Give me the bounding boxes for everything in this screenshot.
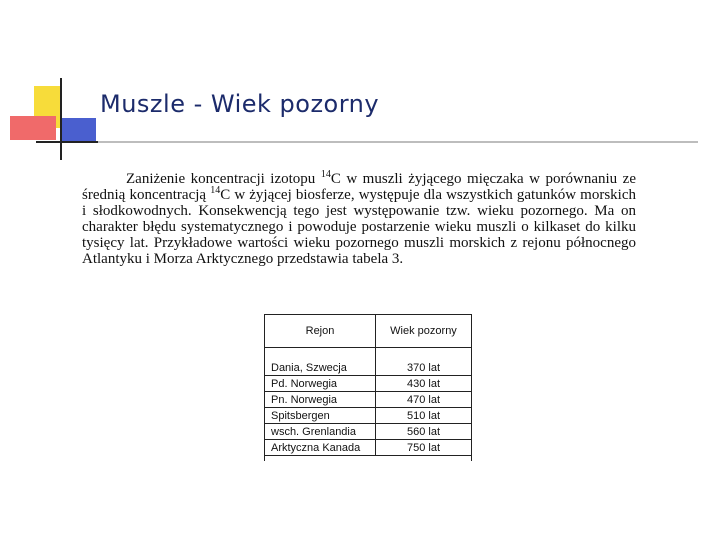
table-row xyxy=(265,408,471,424)
table-header-row xyxy=(265,315,471,348)
table-row xyxy=(265,360,471,376)
body-paragraph xyxy=(82,171,636,267)
cell-age: 470 lat xyxy=(376,392,472,408)
cell-region: Dania, Szwecja xyxy=(265,360,376,376)
superscript-14-second: 14 xyxy=(210,185,221,196)
cell-age: 750 lat xyxy=(376,440,472,456)
paragraph-part-3: C w żyjącej biosferze, występuje dla wszystkich gatunków morskich i słodkowodnych. Konsekwencją tego jest występowanie tzw. wieku pozornego. Ma on charakter błędu systematycznego i powoduje postarzenie wieku muszli o kilkaset do kilku tysięcy lat. Przykładowe wartości wieku pozornego muszli morskich z rejonu północnego Atlantyku i Morza Arktycznego przedstawia tabela 3. xyxy=(82,187,636,267)
header-region: Rejon xyxy=(265,315,376,348)
title-underline-gray xyxy=(98,141,698,143)
cell-age: 560 lat xyxy=(376,424,472,440)
decor-blue-square xyxy=(60,118,96,142)
cell-region: wsch. Grenlandia xyxy=(265,424,376,440)
paragraph-part-1: Zaniżenie koncentracji izotopu xyxy=(126,171,321,187)
cell-age: 510 lat xyxy=(376,408,472,424)
decor-red-bar xyxy=(10,116,56,140)
decor-vertical-line xyxy=(60,78,62,160)
cell-region: Spitsbergen xyxy=(265,408,376,424)
table-row xyxy=(265,440,471,456)
slide-title: Muszle - Wiek pozorny xyxy=(100,90,380,118)
table-row xyxy=(265,424,471,440)
paragraph-part-2: C w muszli żyjącego mięczaka w porównaniu ze średnią koncentracją xyxy=(82,171,637,203)
cell-age: 370 lat xyxy=(376,360,472,376)
apparent-age-table xyxy=(264,314,472,461)
cell-region: Pn. Norwegia xyxy=(265,392,376,408)
superscript-14-first: 14 xyxy=(320,169,331,180)
cell-region: Pd. Norwegia xyxy=(265,376,376,392)
table-row xyxy=(265,376,471,392)
table-spacer-row xyxy=(265,348,471,361)
table-row xyxy=(265,392,471,408)
header-apparent-age: Wiek pozorny xyxy=(376,315,472,348)
cell-region: Arktyczna Kanada xyxy=(265,440,376,456)
cell-age: 430 lat xyxy=(376,376,472,392)
